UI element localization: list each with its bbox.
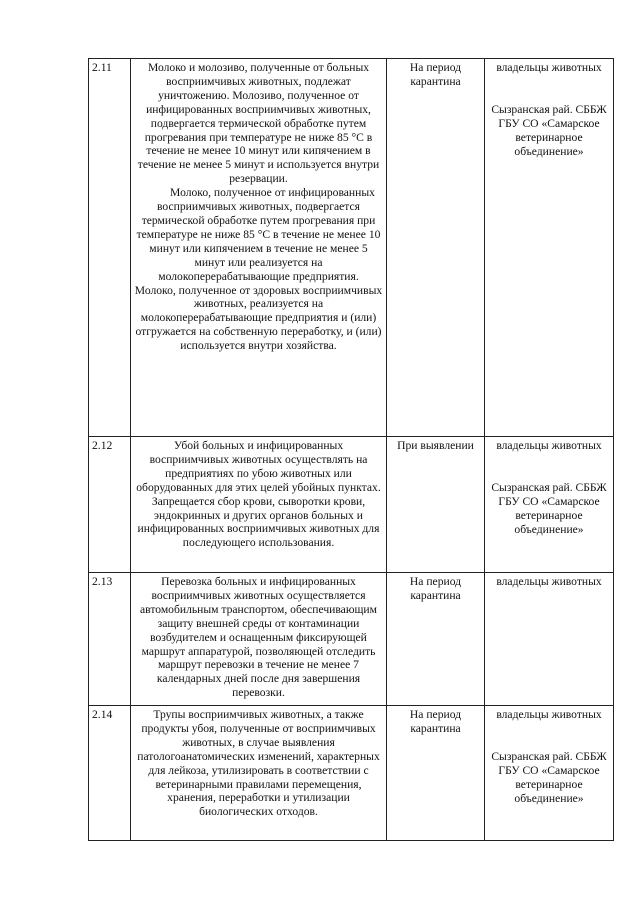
item-number: 2.11 [89,59,131,437]
item-number: 2.12 [89,437,131,573]
responsible-owner: владельцы животных [496,439,602,452]
responsible-organization: Сызранская рай. СББЖ ГБУ СО «Самарское ветеринарное объединение» [491,749,607,805]
responsible-cell [485,437,614,573]
measure-text [131,573,387,706]
responsible-organization: Сызранская рай. СББЖ ГБУ СО «Самарское ветеринарное объединение» [491,102,607,158]
measure-paragraph: Трупы восприимчивых животных, а также продукты убоя, полученные от восприимчивых животных, в случае выявления патологоанатомических изменений, характерных для лейкоза, утилизировать в соответствии с ветеринарными правилами перемещения, хранения, переработки и утилизации биологических отходов. [137,708,380,819]
term-cell: На период карантина [387,706,485,841]
responsible-owner: владельцы животных [496,708,602,721]
term-cell: На период карантина [387,59,485,437]
responsible-owner: владельцы животных [496,61,602,74]
table-row [89,437,614,573]
responsible-cell [485,59,614,437]
measure-text [131,59,387,437]
item-number: 2.13 [89,573,131,706]
measure-paragraph: Перевозка больных и инфицированных восприимчивых животных осуществляется автомобильным транспортом, обеспечивающим защиту внешней среды от контаминации возбудителем и оснащенным фиксирующей маршрут аппаратурой, позволяющей отследить маршрут перевозки в течение не менее 7 календарных дней после дня завершения перевозки. [140,575,377,700]
measure-paragraph: Убой больных и инфицированных восприимчивых животных осуществлять на предприятиях по убою животных или оборудованных для этих целей убойных пунктах. Запрещается сбор крови, сыворотки крови, эндокринных и других органов больных и инфицированных восприимчивых животных для последующего использования. [136,439,381,550]
table-row [89,573,614,706]
measure-paragraph: Молоко и молозиво, полученные от больных восприимчивых животных, подлежат уничтожению. Молозиво, полученное от инфицированных восприимчивых животных, подвергается термической обработке путем прогревания при температуре не ниже 85 °С в течение не менее 10 минут или кипячением в течение не менее 5 минут и используется внутри резервации. [137,61,380,186]
responsible-cell [485,573,614,706]
measure-paragraph: Молоко, полученное от здоровых восприимчивых животных, реализуется на молокоперерабатывающие предприятия и (или) отгружается на собственную переработку, и (или) используется внутри хозяйства. [134,283,383,353]
term-cell: При выявлении [387,437,485,573]
table-row [89,59,614,437]
measure-text [131,706,387,841]
item-number: 2.14 [89,706,131,841]
measure-text [131,437,387,573]
responsible-owner: владельцы животных [496,575,602,588]
measures-table [88,58,614,841]
term-cell: На период карантина [387,573,485,706]
responsible-organization: Сызранская рай. СББЖ ГБУ СО «Самарское ветеринарное объединение» [491,480,607,536]
responsible-cell [485,706,614,841]
table-row [89,706,614,841]
measure-paragraph: Молоко, полученное от инфицированных восприимчивых животных, подвергается термической обработке путем прогревания при температуре не ниже 85 °С в течение не менее 10 минут или кипячением в течение не менее 5 минут или реализуется на молокоперерабатывающие предприятия. [136,186,381,283]
